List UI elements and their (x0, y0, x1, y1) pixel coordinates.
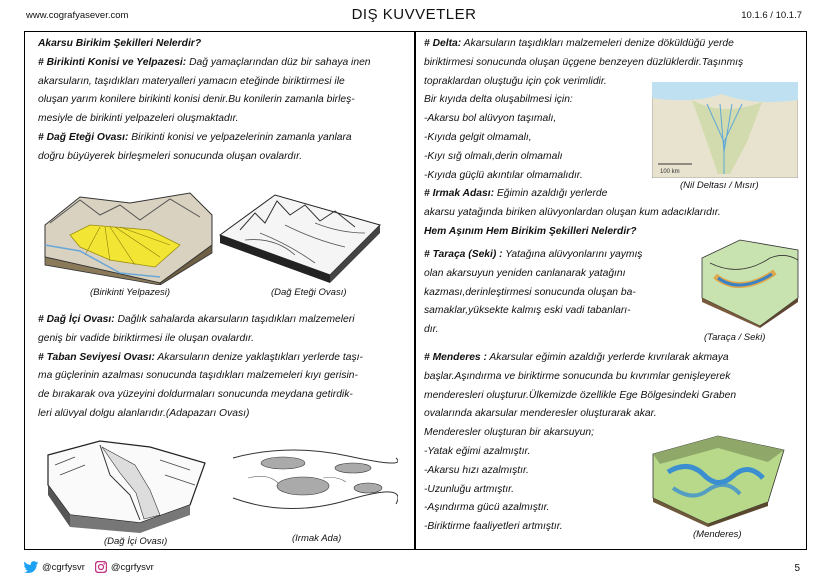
site-url[interactable]: www.cografyasever.com (26, 10, 129, 21)
menderes-item: -Uzunluğu artmıştır. (424, 483, 515, 495)
konisi-paragraph: # Birikinti Konisi ve Yelpazesi: Dağ yamaçlarından düz bir sahaya inen (38, 56, 371, 68)
etek-paragraph: # Dağ Eteği Ovası: Birikinti konisi ve yelpazelerinin zamanla yanlara (38, 131, 352, 143)
delta-item: -Kıyıda güçlü akıntılar olmamalıdır. (424, 169, 583, 181)
ici-paragraph: # Dağ İçi Ovası: Dağlık sahalarda akarsuların taşıdıkları malzemeleri (38, 314, 355, 325)
instagram-handle[interactable]: @cgrfysvr (110, 561, 154, 573)
taban-paragraph: # Taban Seviyesi Ovası: Akarsuların denize yaklaştıkları yerlerde taşı- (38, 351, 363, 363)
menderes-item: -Biriktirme faaliyetleri artmıştır. (424, 521, 563, 533)
left-column (38, 35, 408, 167)
menderes-item: -Yatak eğimi azalmıştır. (424, 445, 531, 457)
instagram-icon[interactable] (95, 561, 107, 573)
caption-menderes: (Menderes) (693, 529, 742, 540)
konisi-line-3: oluşan yarım konilere birikinti konisi denir.Bu konilerin zamanla birleş- (38, 94, 355, 106)
taraca-line-3: kazması,derinleştirmesi sonucunda oluşan ba- (424, 286, 636, 298)
page-title: DIŞ KUVVETLER (351, 6, 477, 23)
left-column-lower (38, 311, 408, 424)
page-header (24, 6, 804, 26)
konisi-line-2: akarsuların, taşıdıkları materyalleri yamacın eteğinde biriktirmesi ile (38, 75, 345, 87)
delta-item: -Akarsu bol alüvyon taşımalı, (424, 113, 557, 125)
map-scale-label: 100 km (660, 169, 680, 175)
menderes-line-2: başlar.Aşındırma ve biriktirme sonucunda bu kıvrımlar genişleyerek (424, 370, 731, 382)
caption-dag-etegi: (Dağ Eteği Ovası) (271, 287, 347, 298)
delta-paragraph: # Delta: Akarsuların taşıdıkları malzemeleri denize döküldüğü yerde (424, 38, 734, 49)
irmak-ada-figure (228, 438, 398, 528)
taban-line-3: de bırakarak ova yüzeyini doldurmaları sonucunda meydana getirdik- (38, 389, 353, 401)
taraca-figure (700, 238, 800, 328)
caption-nil-deltasi: (Nil Deltası / Mısır) (680, 180, 759, 191)
page-number: 5 (794, 563, 800, 574)
menderes-line-3: menderesleri oluşturur.Ülkemizde özellikle Ege Bölgesindeki Graben (424, 389, 737, 401)
caption-dag-ici: (Dağ İçi Ovası) (104, 536, 168, 547)
column-divider (414, 31, 416, 550)
menderes-item: -Aşındırma gücü azalmıştır. (424, 502, 550, 514)
delta-condition: Bir kıyıda delta oluşabilmesi için: (424, 94, 573, 106)
menderes-condition: Menderesler oluşturan bir akarsuyun; (424, 427, 594, 439)
delta-item: -Kıyıda gelgit olmamalı, (424, 131, 532, 143)
delta-line-2: biriktirmesi sonucunda oluşan üçgene benzeyen düzlüklerdir.Taşınmış (424, 56, 744, 68)
menderes-paragraph: # Menderes : Akarsular eğimin azaldığı yerlerde kıvrılarak akmaya (424, 352, 729, 363)
twitter-icon[interactable] (24, 561, 38, 573)
menderes-item: -Akarsu hızı azalmıştır. (424, 464, 529, 476)
caption-irmak-ada: (Irmak Ada) (292, 533, 342, 544)
taraca-line-4: samaklar,yüksekte kalmış eski vadi tabanları- (424, 305, 631, 317)
caption-taraca: (Taraça / Seki) (704, 332, 766, 343)
taraca-paragraph: # Taraça (Seki) : Yatağına alüvyonlarını yaymış (424, 249, 643, 260)
ada-paragraph: # Irmak Adası: Eğimin azaldığı yerlerde (424, 188, 608, 200)
taraca-block (424, 246, 674, 340)
konisi-line-4: mesiyle de birikinti yelpazeleri oluşmaktadır. (38, 113, 239, 125)
etek-line-2: doğru büyüyerek birleşmeleri sonucunda oluşan ovalardır. (38, 150, 303, 162)
menderes-figure (648, 432, 788, 527)
birikinti-yelpazesi-figure (40, 185, 215, 285)
menderes-line-4: ovalarında akarsular menderesler oluşturarak akar. (424, 408, 657, 420)
caption-birikinti-yelpazesi: (Birikinti Yelpazesi) (90, 287, 171, 298)
section-heading-birikim: Akarsu Birikim Şekilleri Nelerdir? (38, 38, 202, 49)
taraca-line-5: dır. (424, 324, 439, 336)
section-heading-hem: Hem Aşınım Hem Birikim Şekilleri Nelerdir? (424, 225, 637, 237)
ada-line-2: akarsu yatağında biriken alüvyonlardan oluşan kum adacıklarıdır. (424, 207, 721, 219)
dag-ici-ovasi-figure (40, 435, 210, 535)
delta-item: -Kıyı sığ olmalı,derin olmamalı (424, 150, 563, 162)
taraca-line-2: olan akarsuyun yeniden canlanarak yatağını (424, 267, 626, 279)
curriculum-code: 10.1.6 / 10.1.7 (741, 10, 802, 21)
twitter-handle[interactable]: @cgrfysvr (42, 561, 85, 573)
nil-deltasi-map (652, 82, 798, 178)
taban-line-4: leri alüvyal dolgu alanlarıdır.(Adapazarı Ovası) (38, 407, 250, 419)
delta-line-3: topraklardan oluştuğu için çok verimlidir. (424, 75, 607, 87)
dag-etegi-ovasi-figure (215, 185, 385, 285)
ici-line-2: geniş bir vadide biriktirmesi ile oluşan ovalardır. (38, 332, 254, 344)
taban-line-2: ma güçlerinin azalması sonucunda taşıdıkları malzemeleri kıyı gerisin- (38, 370, 358, 382)
